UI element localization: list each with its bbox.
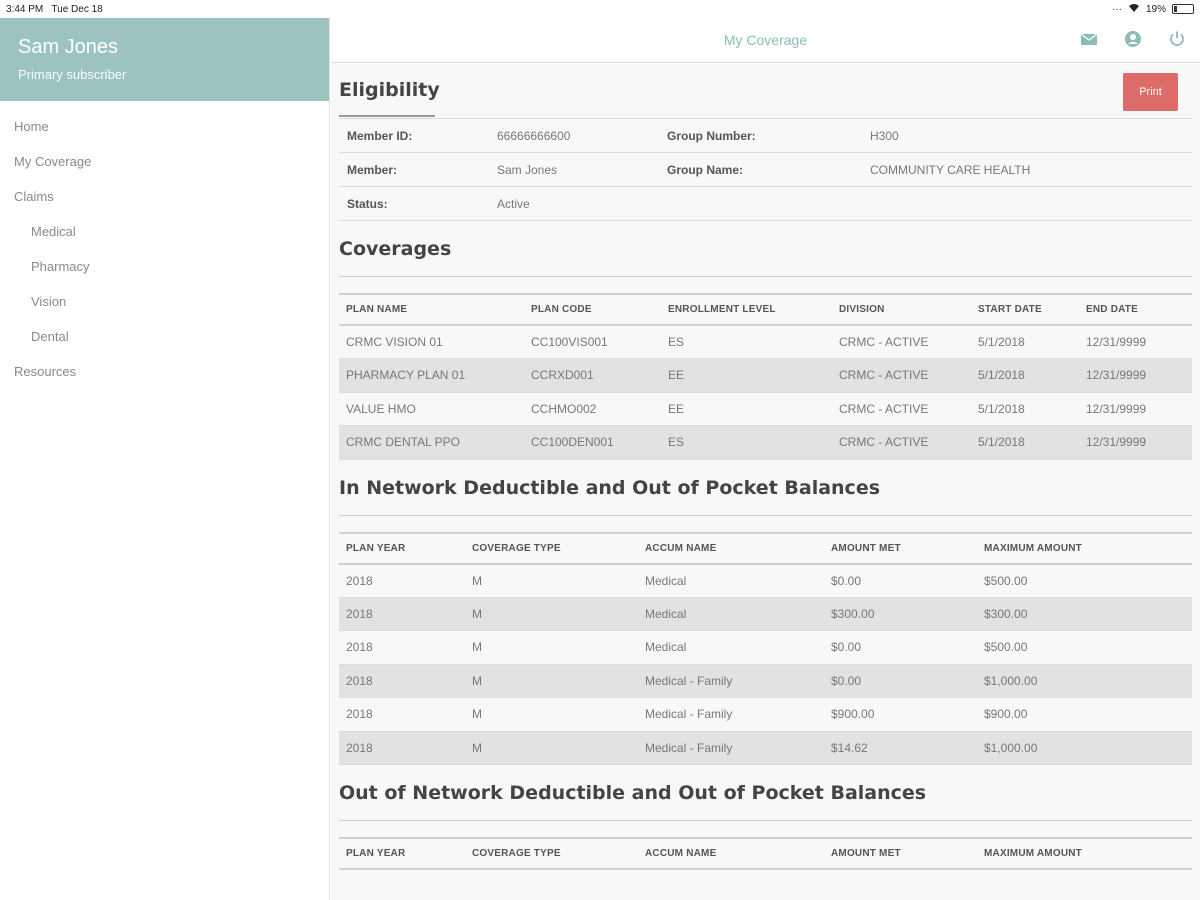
table-cell: $900.00 bbox=[824, 698, 977, 732]
status-date: Tue Dec 18 bbox=[51, 3, 103, 15]
table-cell: $900.00 bbox=[977, 698, 1192, 732]
column-header: ENROLLMENT LEVEL bbox=[668, 304, 776, 315]
table-cell: $0.00 bbox=[824, 631, 977, 665]
status-label: Status: bbox=[347, 196, 388, 211]
wifi-icon bbox=[1128, 3, 1140, 16]
account-icon[interactable] bbox=[1124, 30, 1142, 48]
status-time: 3:44 PM bbox=[6, 3, 44, 15]
table-cell: EE bbox=[661, 359, 832, 393]
in-network-header bbox=[339, 460, 1192, 516]
table-cell: 5/1/2018 bbox=[971, 359, 1079, 393]
coverages-table bbox=[339, 293, 1192, 460]
table-cell: Medical bbox=[638, 564, 824, 598]
column-header: PLAN YEAR bbox=[346, 542, 406, 554]
column-header: PLAN CODE bbox=[531, 304, 592, 315]
table-cell: 2018 bbox=[339, 631, 465, 665]
table-cell: M bbox=[465, 564, 638, 598]
group-number-label: Group Number: bbox=[667, 128, 756, 143]
column-header: AMOUNT MET bbox=[831, 542, 901, 554]
eligibility-header bbox=[339, 64, 1192, 118]
column-header: MAXIMUM AMOUNT bbox=[984, 542, 1082, 554]
table-cell: $14.62 bbox=[824, 731, 977, 765]
status-bar bbox=[0, 0, 1200, 18]
column-header: ACCUM NAME bbox=[645, 542, 717, 554]
table-row bbox=[339, 731, 1192, 765]
sidebar-item-resources[interactable]: Resources bbox=[14, 364, 77, 379]
table-cell: PHARMACY PLAN 01 bbox=[339, 359, 524, 393]
table-cell: $300.00 bbox=[977, 597, 1192, 631]
table-cell: Medical bbox=[638, 631, 824, 665]
power-icon[interactable] bbox=[1168, 30, 1186, 48]
group-number-value: H300 bbox=[870, 128, 899, 143]
column-header: END DATE bbox=[1086, 304, 1138, 315]
table-cell: $1,000.00 bbox=[977, 731, 1192, 765]
table-cell: $500.00 bbox=[977, 564, 1192, 598]
table-cell: 2018 bbox=[339, 664, 465, 698]
table-cell: VALUE HMO bbox=[339, 392, 524, 426]
print-button[interactable]: Print bbox=[1123, 73, 1178, 111]
in-network-title: In Network Deductible and Out of Pocket Balances bbox=[339, 476, 881, 499]
user-name: Sam Jones bbox=[18, 36, 119, 58]
table-cell: $0.00 bbox=[824, 564, 977, 598]
table-cell: 12/31/9999 bbox=[1079, 325, 1192, 359]
table-cell: 2018 bbox=[339, 597, 465, 631]
title-underline bbox=[339, 115, 435, 117]
table-cell: CCHMO002 bbox=[524, 392, 661, 426]
signal-icon: ··· bbox=[1111, 3, 1122, 15]
in-network-table bbox=[339, 532, 1192, 766]
table-cell: 5/1/2018 bbox=[971, 392, 1079, 426]
table-row bbox=[339, 698, 1192, 732]
member-id-value: 66666666600 bbox=[497, 128, 571, 143]
table-cell: $0.00 bbox=[824, 664, 977, 698]
table-row bbox=[339, 392, 1192, 426]
table-cell: $300.00 bbox=[824, 597, 977, 631]
member-value: Sam Jones bbox=[497, 162, 558, 177]
sidebar-item-claims[interactable]: Claims bbox=[14, 189, 54, 204]
table-cell: M bbox=[465, 597, 638, 631]
table-cell: M bbox=[465, 631, 638, 665]
table-cell: CRMC - ACTIVE bbox=[832, 359, 971, 393]
top-header bbox=[331, 18, 1200, 63]
table-cell: CC100DEN001 bbox=[524, 426, 661, 460]
sidebar-item-home[interactable]: Home bbox=[14, 119, 49, 134]
table-row bbox=[339, 359, 1192, 393]
table-row bbox=[339, 426, 1192, 460]
sidebar bbox=[0, 18, 330, 900]
table-cell: $1,000.00 bbox=[977, 664, 1192, 698]
sidebar-item-vision[interactable]: Vision bbox=[31, 294, 67, 309]
out-network-table bbox=[339, 837, 1192, 870]
table-cell: 12/31/9999 bbox=[1079, 359, 1192, 393]
main-content bbox=[331, 64, 1200, 900]
sidebar-item-dental[interactable]: Dental bbox=[31, 329, 69, 344]
mail-icon[interactable] bbox=[1080, 30, 1098, 48]
table-cell: CRMC DENTAL PPO bbox=[339, 426, 524, 460]
column-header: PLAN NAME bbox=[346, 304, 408, 315]
sidebar-nav bbox=[0, 101, 329, 389]
out-network-header bbox=[339, 765, 1192, 821]
sidebar-item-pharmacy[interactable]: Pharmacy bbox=[31, 259, 90, 274]
table-row bbox=[339, 564, 1192, 598]
user-role: Primary subscriber bbox=[18, 67, 127, 82]
table-row bbox=[339, 325, 1192, 359]
group-name-value: COMMUNITY CARE HEALTH bbox=[870, 162, 1031, 177]
table-cell: Medical - Family bbox=[638, 731, 824, 765]
profile-panel bbox=[0, 18, 329, 101]
table-cell: 5/1/2018 bbox=[971, 325, 1079, 359]
column-header: PLAN YEAR bbox=[346, 848, 406, 859]
coverages-header bbox=[339, 221, 1192, 277]
table-cell: CRMC - ACTIVE bbox=[832, 325, 971, 359]
eligibility-info bbox=[339, 118, 1192, 221]
column-header: ACCUM NAME bbox=[645, 848, 717, 859]
column-header: COVERAGE TYPE bbox=[472, 542, 561, 554]
info-row bbox=[339, 119, 1192, 153]
sidebar-item-medical[interactable]: Medical bbox=[31, 224, 76, 239]
table-cell: ES bbox=[661, 325, 832, 359]
table-cell: 2018 bbox=[339, 564, 465, 598]
table-cell: CRMC - ACTIVE bbox=[832, 426, 971, 460]
table-cell: M bbox=[465, 664, 638, 698]
table-cell: CCRXD001 bbox=[524, 359, 661, 393]
group-name-label: Group Name: bbox=[667, 162, 744, 177]
out-network-title: Out of Network Deductible and Out of Pocket Balances bbox=[339, 782, 927, 804]
member-label: Member: bbox=[347, 162, 398, 177]
page-title: My Coverage bbox=[723, 32, 808, 48]
table-cell: EE bbox=[661, 392, 832, 426]
table-cell: 12/31/9999 bbox=[1079, 426, 1192, 460]
table-cell: CRMC - ACTIVE bbox=[832, 392, 971, 426]
table-cell: M bbox=[465, 731, 638, 765]
table-row bbox=[339, 597, 1192, 631]
eligibility-title: Eligibility bbox=[339, 79, 440, 101]
table-cell: 5/1/2018 bbox=[971, 426, 1079, 460]
table-cell: Medical - Family bbox=[638, 698, 824, 732]
table-cell: 2018 bbox=[339, 731, 465, 765]
table-row bbox=[339, 631, 1192, 665]
coverages-title: Coverages bbox=[339, 238, 452, 260]
battery-icon bbox=[1172, 4, 1194, 14]
sidebar-item-my-coverage[interactable]: My Coverage bbox=[14, 154, 92, 169]
table-cell: CRMC VISION 01 bbox=[339, 325, 524, 359]
table-row bbox=[339, 664, 1192, 698]
battery-percent: 19% bbox=[1145, 3, 1166, 15]
table-cell: $500.00 bbox=[977, 631, 1192, 665]
column-header: DIVISION bbox=[839, 304, 885, 315]
table-cell: 12/31/9999 bbox=[1079, 392, 1192, 426]
table-cell: 2018 bbox=[339, 698, 465, 732]
status-value: Active bbox=[497, 196, 530, 211]
column-header: COVERAGE TYPE bbox=[472, 848, 561, 859]
table-cell: ES bbox=[661, 426, 832, 460]
member-id-label: Member ID: bbox=[347, 128, 413, 143]
info-row bbox=[339, 153, 1192, 187]
column-header: AMOUNT MET bbox=[831, 848, 901, 859]
table-cell: M bbox=[465, 698, 638, 732]
column-header: START DATE bbox=[978, 304, 1042, 315]
table-cell: Medical - Family bbox=[638, 664, 824, 698]
table-cell: Medical bbox=[638, 597, 824, 631]
table-cell: CC100VIS001 bbox=[524, 325, 661, 359]
info-row bbox=[339, 187, 1192, 221]
column-header: MAXIMUM AMOUNT bbox=[984, 848, 1082, 859]
